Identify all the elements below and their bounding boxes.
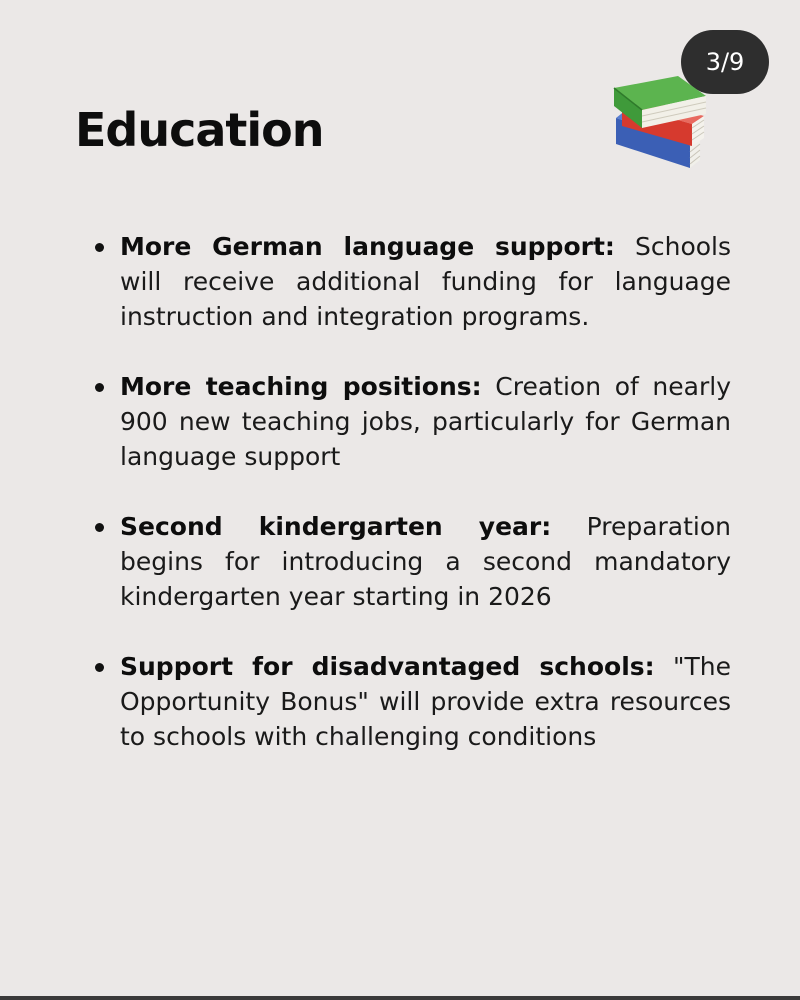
bullet-icon xyxy=(95,663,104,672)
bullet-text: Creation of nearly 900 new teaching jobs, particularly for German language support xyxy=(120,372,732,471)
bullet-heading: More teaching positions: xyxy=(120,372,482,401)
page-indicator: 3/9 xyxy=(681,30,769,94)
bullet-text: Preparation begins for introducing a second mandatory kindergarten year starting in 2026 xyxy=(120,512,731,611)
bullet-icon xyxy=(95,383,104,392)
list-item xyxy=(95,229,731,334)
bullet-text: Schools will receive additional funding for language instruction and integration programs. xyxy=(120,232,732,331)
list-item xyxy=(95,649,731,754)
bullet-heading: Support for disadvantaged schools: xyxy=(120,652,655,681)
page-title: Education xyxy=(75,103,324,157)
bullet-text: "The Opportunity Bonus" will provide extra resources to schools with challenging conditions xyxy=(120,652,731,751)
bullet-heading: More German language support: xyxy=(120,232,615,261)
bullet-icon xyxy=(95,523,104,532)
books-icon xyxy=(610,70,710,175)
list-item xyxy=(95,369,731,474)
list-item xyxy=(95,509,731,614)
bullet-heading: Second kindergarten year: xyxy=(120,512,552,541)
education-points-list xyxy=(95,229,731,789)
bullet-icon xyxy=(95,243,104,252)
bottom-divider xyxy=(0,996,800,1000)
